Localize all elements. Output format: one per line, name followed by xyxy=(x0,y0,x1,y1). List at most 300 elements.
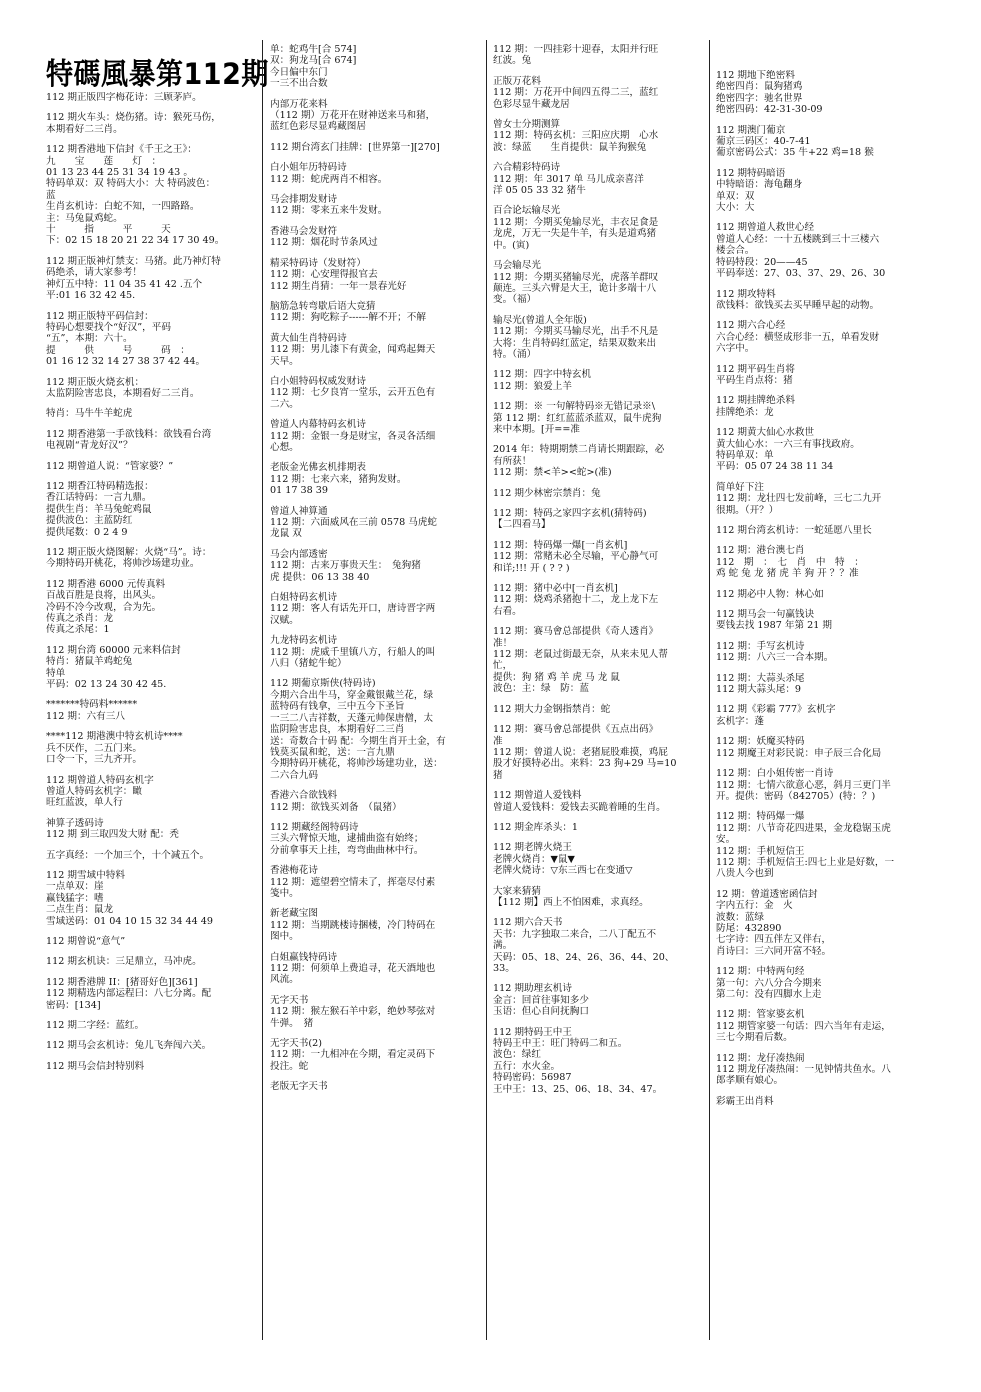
text-block xyxy=(270,462,482,496)
text-line: 三头六臂惊天地，逮捕曲盗有始终； xyxy=(270,833,424,845)
text-line: 脑筋急转弯歇后语大竞猜 xyxy=(270,300,376,312)
text-line: 112 期：欲钱买刘备 （鼠猪） xyxy=(270,801,402,813)
text-line: 老牌火烧诗：▽东三西七在变通▽ xyxy=(493,865,633,877)
text-line: 112 期马会一句赢钱诀 xyxy=(716,609,815,621)
text-block xyxy=(716,1009,924,1043)
text-block xyxy=(493,583,701,617)
text-line: 112 期龙仔凑热闹：一见钟情共鱼水。八 xyxy=(716,1064,891,1076)
text-line: 特肖：马牛牛羊蛇虎 xyxy=(46,408,133,420)
text-block xyxy=(270,301,482,324)
text-line: 112 期：大蒜头杀尾 xyxy=(716,672,805,684)
text-line: 赢钱猛字：嗜 xyxy=(46,892,104,904)
text-line: 天早。 xyxy=(270,355,299,367)
text-line: 特码单双：双 特码大小：大 特码波色： xyxy=(46,178,216,190)
text-line: 第一句：六八分合今期来 xyxy=(716,977,822,989)
text-line: 01 16 12 32 14 27 38 37 42 44。 xyxy=(46,356,206,368)
text-line: 百合论坛输尽光 xyxy=(493,205,561,217)
text-block xyxy=(716,704,924,727)
text-line: 码绝杀，请大家参考！ xyxy=(46,267,142,279)
text-line: 112 期：妖魔买特码 xyxy=(716,736,805,748)
text-line: 金言：回首往事知多少 xyxy=(493,994,589,1006)
text-line: 112 期：赛马會总部提供《奇人透肖》 xyxy=(493,626,659,638)
text-column-4 xyxy=(716,70,924,1370)
text-line: ****112 期港澳中特玄机诗**** xyxy=(46,731,183,743)
text-line: 老牌火烧肖：▼鼠▼ xyxy=(493,853,575,865)
text-block xyxy=(493,1027,701,1095)
text-line: 112 期老牌火烧王 xyxy=(493,842,572,854)
text-line: 112 期六合心经 xyxy=(716,320,786,332)
text-block xyxy=(493,44,701,67)
text-line: 葡京密码公式：35 牛+22 鸡=18 猴 xyxy=(716,147,874,159)
text-line: 112 期雪域中特料 xyxy=(46,869,125,881)
text-block xyxy=(270,1081,482,1092)
text-block xyxy=(716,641,924,664)
text-line: 精采特码诗（发财符） xyxy=(270,257,366,269)
text-block xyxy=(493,822,701,833)
text-block xyxy=(46,377,246,400)
text-line: 九 宝 莲 灯 ： xyxy=(46,155,162,167)
text-line: 挂牌绝杀：龙 xyxy=(716,406,774,418)
text-block xyxy=(46,144,246,247)
text-line: 112 期《彩霸 777》玄机字 xyxy=(716,704,836,716)
text-line: 无字天书(2) xyxy=(270,1038,322,1050)
text-column-2 xyxy=(270,44,482,1344)
text-line: 112 期曾说“意气” xyxy=(46,935,126,947)
text-block xyxy=(493,540,701,574)
text-line: 玉语：但心自问抚胸口 xyxy=(493,1006,589,1018)
text-block xyxy=(46,1061,246,1072)
text-line: 112 期：狗吃粽子------解不开；不解 xyxy=(270,312,426,324)
text-line: 第 112 期：红红蓝蓝杀蓝双，鼠牛虎狗 xyxy=(493,412,662,424)
text-line: 绝密四肖：鼠狗猪鸡 xyxy=(716,81,803,93)
text-line: 郎孝顺有娘心。 xyxy=(716,1075,784,1087)
text-line: 112 期：心安理得报官去 xyxy=(270,269,378,281)
text-line: 112 期：管家婆玄机 xyxy=(716,1009,805,1021)
text-block xyxy=(46,956,246,967)
text-line: 112 期挂牌绝杀料 xyxy=(716,395,795,407)
text-line: 老版金光佛玄机排期表 xyxy=(270,462,366,474)
text-line: 一点单双：崖 xyxy=(46,881,104,893)
text-line: 蓝特码有钱拿，三中五今下圣旨 xyxy=(270,701,405,713)
text-line: 112 期：禁<羊><蛇>(准) xyxy=(493,467,612,479)
text-block xyxy=(716,168,924,214)
text-line: 112 期曾道人特码玄机字 xyxy=(46,774,154,786)
text-line: 【二四看马】 xyxy=(493,519,551,531)
text-block xyxy=(493,260,701,306)
text-block xyxy=(716,889,924,957)
text-block xyxy=(46,429,246,452)
text-line: 马会输尽光 xyxy=(493,260,541,272)
column-divider xyxy=(709,40,710,1340)
text-block xyxy=(716,966,924,1000)
text-line: 中特暗语：海龟翻身 xyxy=(716,179,803,191)
text-line: 今日偏中东门 xyxy=(270,66,328,78)
text-line: 要钱去找 1987 年第 21 期 xyxy=(716,620,832,632)
text-line: 112 期香江特码精选报： xyxy=(46,480,154,492)
text-block xyxy=(716,1096,924,1107)
text-block xyxy=(270,678,482,781)
text-line: 一三不出合数 xyxy=(270,78,328,90)
text-line: 平码生肖点将：猪 xyxy=(716,374,793,386)
text-line: 今期特码开桃花，将帅沙场建功业。 xyxy=(46,558,200,570)
text-line: 口令一下，三九齐开。 xyxy=(46,754,142,766)
text-line: 112 期必中人物：林心如 xyxy=(716,588,824,600)
text-line: 股才好摸特必出。来料：23 狗+29 马=10 xyxy=(493,758,677,770)
text-line: 112 期：四字中特玄机 xyxy=(493,369,592,381)
text-line: 变。（福） xyxy=(493,294,537,306)
text-line: 猪 xyxy=(493,769,503,781)
text-line: 112 期：赛马會总部提供《五点出码》 xyxy=(493,724,659,736)
text-line: 112 期六合天书 xyxy=(493,917,563,929)
text-line: 白姐特码玄机诗 xyxy=(270,592,338,604)
text-block xyxy=(493,704,701,715)
text-line: 天码：05、18、24、26、36、44、20、 xyxy=(493,951,675,963)
text-block xyxy=(716,125,924,159)
text-line: 112 期香港地下信封《千王之王》： xyxy=(46,144,197,156)
text-line: 提供波色：主蓝防红 xyxy=(46,515,133,527)
text-line: 112 期：曾道人说：老猪屁股难摸，鸡屁 xyxy=(493,746,668,758)
text-line: 112 期正版神灯禁支：马猪。此乃神灯特 xyxy=(46,255,221,267)
text-line: 天书：九字独取二来合，二八丁配五不 xyxy=(493,928,657,940)
text-line: 防尾：432890 xyxy=(716,922,782,934)
text-line: 112 期正版特平码信封： xyxy=(46,310,154,322)
text-line: 王中王：13、25、06、18、34、47。 xyxy=(493,1083,663,1095)
text-line: *******特码料****** xyxy=(46,699,138,711)
text-line: 绝密四字：驰名世界 xyxy=(716,92,803,104)
text-block xyxy=(46,818,246,841)
text-line: 传真之杀肖：龙 xyxy=(46,613,114,625)
text-line: 右看。 xyxy=(493,605,522,617)
text-line: 112 期：七情六欲意心恶，斜月三更门半 xyxy=(716,779,891,791)
text-block xyxy=(46,579,246,636)
text-block xyxy=(46,977,246,1011)
text-block xyxy=(270,822,482,856)
text-line: 红波。兔 xyxy=(493,55,532,67)
text-line: 特。（涌） xyxy=(493,348,537,360)
text-line: 香港马会发财符 xyxy=(270,225,338,237)
text-line: 百战百胜是良将，出风头。 xyxy=(46,590,162,602)
text-line: 二六。 xyxy=(270,398,299,410)
text-block xyxy=(270,99,482,133)
text-line: 平码：02 13 24 30 42 45. xyxy=(46,679,167,691)
text-line: 112 期香港第一手欲钱料：欲钱看台湾 xyxy=(46,428,212,440)
text-line: 送：奇数合十码 配：今期生肖开土金，有 xyxy=(270,735,446,747)
text-line: 九龙特码玄机诗 xyxy=(270,635,338,647)
text-line: 第二句：没有四脚水上走 xyxy=(716,989,822,1000)
text-line: 112 期：客人有话先开口，唐诗晋字两 xyxy=(270,603,436,615)
column-divider xyxy=(486,40,487,1340)
text-line: 112 期生肖猜：一年一景春光好 xyxy=(270,280,407,292)
text-line: 特码特段：20——45 xyxy=(716,256,808,268)
text-line: 112 期：特码玄机：三阳应庆期 心水 xyxy=(493,130,659,142)
text-block xyxy=(716,364,924,387)
text-block xyxy=(270,952,482,986)
text-line: 112 期：今期买马输尽光，出手不凡是 xyxy=(493,326,659,338)
text-line: 112 期：古来万事贵天生： 兔狗猪 xyxy=(270,560,421,572)
text-block xyxy=(716,736,924,759)
text-line: 蓝红色彩尽显鸡藏图居 xyxy=(270,121,366,133)
text-line: 112 期：八节奇花四进果，金龙稳锯玉虎 xyxy=(716,822,891,834)
text-block xyxy=(493,401,701,435)
text-block xyxy=(270,1038,482,1072)
text-line: 112 期台湾 60000 元来料信封 xyxy=(46,644,181,656)
text-line: 欲钱料：欲钱买去买早睡早起的动物。 xyxy=(716,299,880,311)
text-line: 六合精彩特码诗 xyxy=(493,162,561,174)
text-column-1 xyxy=(46,92,246,1392)
text-line: 112 期少林密宗禁肖：兔 xyxy=(493,487,601,499)
text-line: 112 期：手机短信王:四七上业是好数，一 xyxy=(716,856,895,868)
text-line: 肖诗曰：三六同开富不轻。 xyxy=(716,945,832,957)
text-line: 七字诗：四五伴左又伴右， xyxy=(716,934,832,946)
text-line: 电视剧“青龙好汉”？ xyxy=(46,440,133,452)
text-line: 和详;!!! 开 ( ? ? ) xyxy=(493,562,570,574)
text-line: 特码心想要找个“好汉”，平码 xyxy=(46,321,171,333)
text-line: 112 期香港牌 II：[猪哥好色][361] xyxy=(46,976,198,988)
text-line: 色彩尽显牛藏龙居 xyxy=(493,98,570,110)
text-line: 开。提供：密码（842705）(特：？) xyxy=(716,790,876,802)
text-line: 112 期：零来五来牛发财。 xyxy=(270,205,388,217)
text-line: 投注。蛇 xyxy=(270,1060,309,1072)
text-line: 满。 xyxy=(493,940,513,952)
text-line: 双：狗龙马[合 674] xyxy=(270,55,357,67)
text-line: 来中本期。[开==准 xyxy=(493,423,580,435)
text-line: 分前拿事天上挂，弯弯曲曲林中行。 xyxy=(270,844,424,856)
text-line: 112 期：年 3017 单 马儿成亲喜洋 xyxy=(493,173,644,185)
text-line: 牛弹。 猪 xyxy=(270,1017,314,1029)
text-block xyxy=(270,865,482,899)
text-line: 曾女士分期测算 xyxy=(493,119,561,131)
text-line: 六字中。 xyxy=(716,343,755,355)
text-line: 112 期攻特料 xyxy=(716,288,776,300)
text-line: 忙， xyxy=(493,660,513,672)
text-line: 112 期：手机短信王 xyxy=(716,845,805,857)
text-line: 112 期：七来六来，猪狗发财。 xyxy=(270,473,407,485)
text-line: 楼会合。 xyxy=(716,245,755,257)
text-line: 旺红蓝波，单人行 xyxy=(46,797,123,809)
text-block xyxy=(270,333,482,367)
text-line: 112 期：八六三一合本期。 xyxy=(716,652,834,664)
text-block xyxy=(493,983,701,1017)
text-line: 112 期：龙壮四七发前峰，三七二九开 xyxy=(716,493,882,505)
text-line: 112 期大力金钢指禁肖：蛇 xyxy=(493,703,611,715)
text-block xyxy=(716,395,924,418)
text-block xyxy=(493,508,701,531)
text-block xyxy=(716,222,924,279)
text-line: 特码密码：56987 xyxy=(493,1072,572,1084)
text-block xyxy=(270,908,482,942)
text-block xyxy=(716,427,924,473)
text-line: 112 期澳门葡京 xyxy=(716,124,786,136)
text-line: 无字天书 xyxy=(270,994,309,1006)
text-line: 黄大仙生肖特码诗 xyxy=(270,332,347,344)
text-block xyxy=(716,70,924,116)
text-line: 大将：生肖特码红蓝定，结果双数来出 xyxy=(493,337,657,349)
text-line: 主：马兔鼠鸡蛇。 xyxy=(46,212,123,224)
text-line: 112 期火车头：烧伤猪。诗：猴死马伤， xyxy=(46,112,221,124)
text-line: 112 期：特码爆一爆 xyxy=(716,811,805,823)
text-line: 112 期：六有三八 xyxy=(46,710,125,722)
text-line: 112 期：烧鸡杀猪抱十二，龙上龙下左 xyxy=(493,594,659,606)
text-block xyxy=(270,142,482,153)
text-line: 112 期曾道人救世心经 xyxy=(716,222,815,234)
text-block xyxy=(270,592,482,626)
text-line: 钱莫买鼠和蛇，送：一言九鼎 xyxy=(270,746,395,758)
text-line: 112 期：特码之家四字玄机(猜特码) xyxy=(493,508,647,519)
text-line: 112 期：烟花时节条风过 xyxy=(270,237,378,249)
text-block xyxy=(46,1040,246,1051)
text-block xyxy=(493,369,701,392)
text-line: 112 期台湾玄门挂牌：[世界第一][270] xyxy=(270,141,440,153)
text-block xyxy=(270,194,482,217)
text-line: 很期。（开？） xyxy=(716,504,779,516)
text-block xyxy=(493,790,701,813)
text-line: 香港梅花诗 xyxy=(270,865,318,877)
text-block xyxy=(46,256,246,302)
text-line: 112 期精选内部运程曰：八七分离。配 xyxy=(46,988,212,1000)
text-block xyxy=(270,258,482,292)
text-block xyxy=(46,1020,246,1031)
text-line: 112 期：今期买猪输尽光，虎落羊群叹 xyxy=(493,271,659,283)
text-line: 三七今期看后数。 xyxy=(716,1032,793,1044)
text-column-3 xyxy=(493,44,701,1344)
text-line: 笺中。 xyxy=(270,887,299,899)
text-line: 特肖：猪鼠羊鸡蛇兔 xyxy=(46,656,133,668)
text-line: 112 期：※ 一句解特码※无错记录※\ xyxy=(493,401,655,413)
text-line: 112 期金库杀头：1 xyxy=(493,821,579,833)
text-line: 112 期：一四挂彩十迎春，太阳并行旺 xyxy=(493,44,659,55)
text-block xyxy=(46,112,246,135)
text-line: 马会排期发财诗 xyxy=(270,194,338,206)
text-line: 波：绿蓝 生肖提供：鼠羊狗猴兔 xyxy=(493,141,647,153)
text-block xyxy=(493,444,701,478)
text-block xyxy=(493,886,701,909)
text-line: 112 期：常赌未必全尽输，平心静气可 xyxy=(493,551,659,563)
text-block xyxy=(716,589,924,600)
text-line: 12 期：曾道透密函信封 xyxy=(716,888,818,900)
text-line: 112 期：港台澳七肖 xyxy=(716,545,805,557)
text-line: 今期六合出牛马，穿金戴银戴兰花，绿 xyxy=(270,689,434,701)
text-line: 图中。 xyxy=(270,931,299,943)
text-line: 特码王中王：旺门特码二和五。 xyxy=(493,1038,628,1050)
text-block xyxy=(46,645,246,691)
text-line: 龙鼠 双 xyxy=(270,528,302,540)
text-line: 白小姐年历特码诗 xyxy=(270,162,347,174)
text-block xyxy=(46,699,246,722)
text-line: 神算子透码诗 xyxy=(46,817,104,829)
text-block xyxy=(270,506,482,540)
text-line: 雪域送码：01 04 10 15 32 34 44 49 xyxy=(46,915,213,927)
text-block xyxy=(46,481,246,538)
text-line: 112 期：万花开中间四五得二三，蓝红 xyxy=(493,87,659,99)
text-line: 特码单双：单 xyxy=(716,449,774,461)
text-line: 2014 年：特期期禁二肖请长期跟踪，必 xyxy=(493,444,665,456)
text-line: 提供：狗 猪 鸡 羊 虎 马 龙 鼠 xyxy=(493,671,620,683)
text-block xyxy=(716,545,924,579)
text-block xyxy=(716,482,924,516)
text-line: 龙虎，万无一失是牛羊，有头是道鸡猪 xyxy=(493,228,657,240)
text-line: 提 供 号 码 ： xyxy=(46,344,190,356)
text-line: 波数：蓝绿 xyxy=(716,911,764,923)
text-line: “五”，本期：六十。 xyxy=(46,333,133,345)
text-line: 112 期：狼爱上羊 xyxy=(493,380,572,392)
text-line: 风流。 xyxy=(270,974,299,986)
text-line: 112 期黄大仙心水救世 xyxy=(716,427,815,439)
text-line: 曾道人爱钱料：爱钱去买跪着睡的生肖。 xyxy=(493,801,666,813)
text-block xyxy=(716,673,924,696)
text-block xyxy=(270,162,482,185)
text-line: 112 期魔王对彩民说：申子辰三合化局 xyxy=(716,747,882,759)
text-line: 八贵人今也到 xyxy=(716,868,774,880)
text-block xyxy=(493,626,701,694)
text-line: 中。(寅) xyxy=(493,239,530,251)
text-line: 玄机字：蓬 xyxy=(716,715,764,727)
text-line: 提供尾数：0 2 4 9 xyxy=(46,526,128,538)
text-line: 112 期：手写玄机诗 xyxy=(716,640,805,652)
text-line: 白小姐特码权威发财诗 xyxy=(270,375,366,387)
text-block xyxy=(46,775,246,809)
text-block xyxy=(270,44,482,90)
text-block xyxy=(493,119,701,153)
text-line: 正版万花料 xyxy=(493,75,541,87)
text-block xyxy=(493,162,701,196)
text-line: 波色：主：绿 防：蓝 xyxy=(493,683,589,695)
text-line: 传真之杀尾：1 xyxy=(46,624,110,636)
text-line: 112 期台湾玄机诗：一蛇延愿八里长 xyxy=(716,525,872,536)
text-block xyxy=(270,549,482,583)
text-line: 有所获！ xyxy=(493,455,532,467)
text-line: 单双：双 xyxy=(716,190,755,202)
text-line: 112 期：虎威千里镇八方，行船人的叫 xyxy=(270,646,436,658)
text-line: 【112 期】西上不怕困难，求真经。 xyxy=(493,896,649,908)
text-line: 密码：[134] xyxy=(46,999,101,1011)
text-line: 大家来猜猜 xyxy=(493,885,541,897)
text-line: 二点生肖：鼠龙 xyxy=(46,904,114,916)
text-block xyxy=(716,320,924,354)
text-line: 黄大仙心水：一六三有事找政府。 xyxy=(716,438,860,450)
text-line: 颠连。三头六臂是大王，诡计多端十八 xyxy=(493,282,657,294)
text-line: 112 期：一九相冲在今期，看定灵码下 xyxy=(270,1049,436,1061)
column-divider xyxy=(262,40,263,1340)
text-line: 112 期大蒜头尾：9 xyxy=(716,684,802,696)
text-line: 112 期：今期买兔输尽光，丰衣足食是 xyxy=(493,216,659,228)
text-line: 01 13 23 44 25 31 34 19 43 。 xyxy=(46,167,193,179)
text-line: 虎 提供：06 13 38 40 xyxy=(270,571,370,583)
text-block xyxy=(716,525,924,536)
text-block xyxy=(46,936,246,947)
page-title: 特碼風暴第112期 xyxy=(46,57,269,92)
text-line: 112 期：男儿漆下有黄金，闻鸡起舞天 xyxy=(270,344,436,356)
text-line: 绝密四码：42-31-30-09 xyxy=(716,104,823,116)
text-line: 112 期 ： 七 肖 中 特 ： xyxy=(716,556,864,568)
text-line: 波色：绿红 xyxy=(493,1049,541,1061)
text-block xyxy=(493,76,701,110)
text-line: 112 期：当期跳楼诗捆楼，冷门特码在 xyxy=(270,919,436,931)
text-line: 112 期地下绝密料 xyxy=(716,70,795,81)
text-line: （112 期）万花开在财神送来马和猪， xyxy=(270,110,436,122)
text-line: 112 期马会信封特别料 xyxy=(46,1060,145,1072)
text-line: 准！ xyxy=(493,637,513,649)
text-line: 心想。 xyxy=(270,441,299,453)
text-line: 112 期平码生肖将 xyxy=(716,363,795,375)
text-line: 112 期：蛇虎两肖不相容。 xyxy=(270,173,388,185)
text-line: 平:01 16 32 42 45. xyxy=(46,290,136,302)
text-block xyxy=(270,376,482,410)
text-line: 大小：大 xyxy=(716,202,755,214)
text-line: 输尽光(曾道人全年版) xyxy=(493,314,587,326)
text-line: 112 期：猪中必中[一肖玄机] xyxy=(493,583,618,595)
text-block xyxy=(46,850,246,861)
text-line: 内部万花来料 xyxy=(270,98,328,110)
